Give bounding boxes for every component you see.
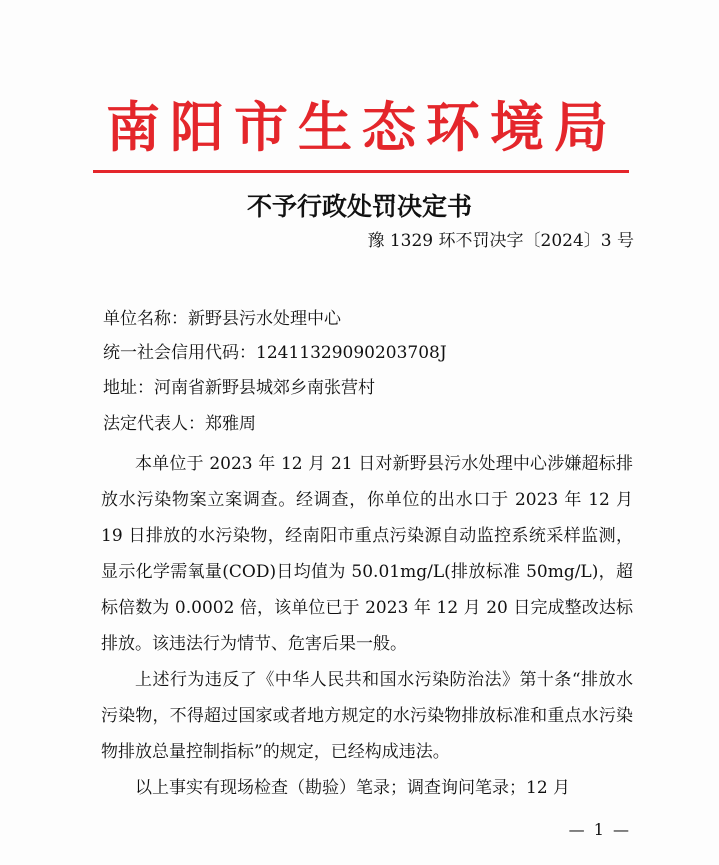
page-number: — 1 — [568, 820, 631, 839]
unit-name-field: 单位名称：新野县污水处理中心 [103, 309, 341, 329]
document-number: 豫 1329 环不罚决字〔2024〕3 号 [367, 231, 634, 251]
address-field: 地址：河南省新野县城郊乡南张营村 [103, 378, 375, 398]
credit-code-field: 统一社会信用代码：12411329090203708J [103, 343, 447, 363]
evidence-paragraph: 以上事实有现场检查（勘验）笔录；调查询问笔录；12 月 [135, 778, 571, 798]
document-title: 不予行政处罚决定书 [246, 192, 472, 221]
issuing-authority-title: 南阳市生态环境局 [106, 95, 618, 159]
violation-paragraph: 上述行为违反了《中华人民共和国水污染防治法》第十条“排放水污染物，不得超过国家或者地方规定的水污染物排放标准和重点水污染物排放总量控制指标”的规定，已经构成违法。 [101, 670, 633, 762]
investigation-paragraph: 本单位于 2023 年 12 月 21 日对新野县污水处理中心涉嫌超标排放水污染物案立案调查。经调查，你单位的出水口于 2023 年 12 月 19 日排放的水污染物，经南阳市重点污染源自动监控系统采样监测，显示化学需氧量(COD)日均值为 50.01mg/L(排放标准 50mg/L)，超标倍数为 0.0002 倍，该单位已于 2023 年 12 月 20 日完成整改达标排放。该违法行为情节、危害后果一般。 [101, 454, 633, 654]
header-red-rule [93, 170, 629, 173]
legal-representative-field: 法定代表人：郑雅周 [103, 414, 256, 434]
